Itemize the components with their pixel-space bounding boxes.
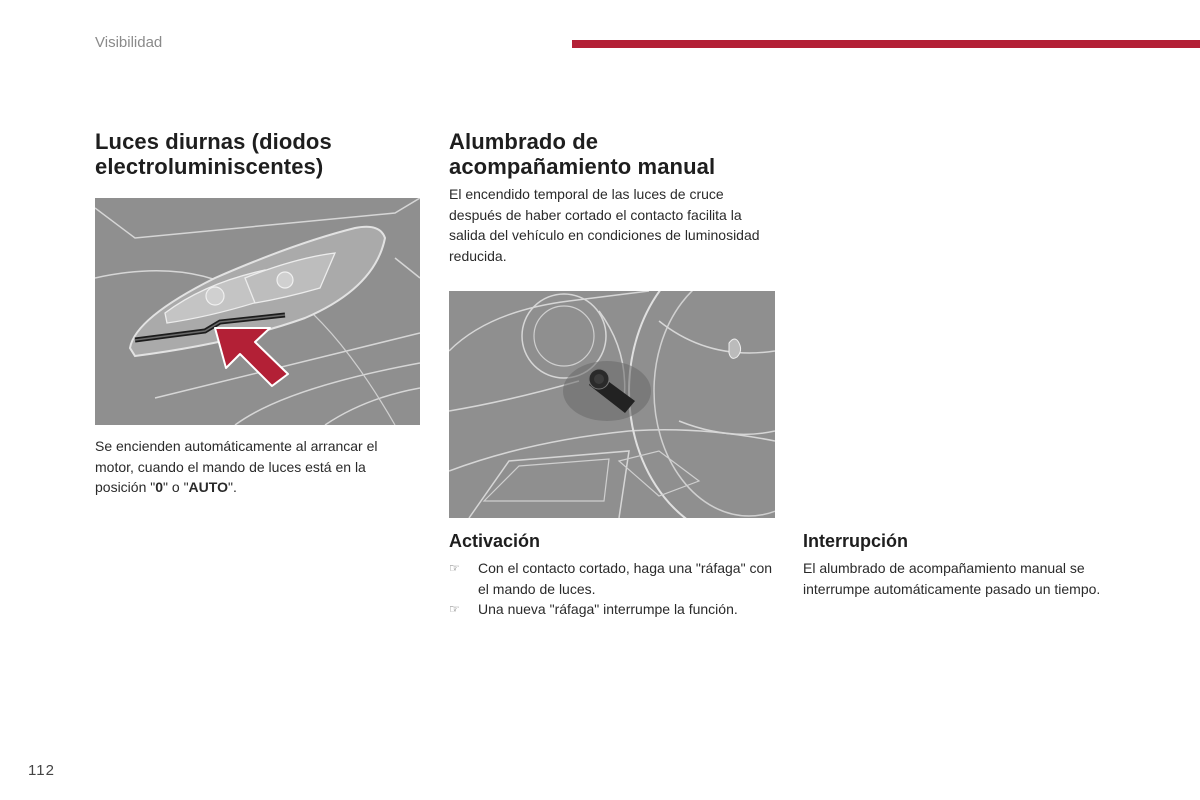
page-number: 112 xyxy=(28,762,55,779)
activation-step-1: Con el contacto cortado, haga una "ráfaga" con el mando de luces. xyxy=(478,560,773,597)
daytime-lights-text-suffix: ". xyxy=(227,479,237,495)
dashboard-illustration xyxy=(449,291,775,518)
activation-title: Activación xyxy=(449,531,541,551)
headlight-illustration xyxy=(95,198,420,425)
daytime-lights-text-prefix: Se encienden automáticamente al arrancar el motor, cuando el mando de luces está en la posición " xyxy=(95,438,378,495)
follow-me-home-title xyxy=(449,129,715,179)
headlight-figure xyxy=(95,198,420,425)
daytime-lights-title xyxy=(95,129,332,179)
position-auto: AUTO xyxy=(188,479,228,495)
daytime-lights-title-line2: electroluminiscentes) xyxy=(95,154,324,179)
list-item xyxy=(449,599,779,620)
follow-me-home-title-line2: acompañamiento manual xyxy=(449,154,716,179)
daytime-lights-text-mid: " o " xyxy=(163,479,189,495)
position-zero: 0 xyxy=(155,479,164,495)
follow-me-home-title-line1: Alumbrado de xyxy=(449,129,599,154)
pointing-hand-icon: ☞ xyxy=(449,561,460,575)
daytime-lights-text xyxy=(95,436,420,498)
header-accent-bar xyxy=(572,40,1200,48)
section-label: Visibilidad xyxy=(95,34,163,51)
daytime-lights-title-line1: Luces diurnas (diodos xyxy=(95,129,332,154)
pointing-hand-icon: ☞ xyxy=(449,602,460,616)
interruption-text: El alumbrado de acompañamiento manual se interrumpe automáticamente pasado un tiempo. xyxy=(803,560,1101,597)
dashboard-figure xyxy=(449,291,775,518)
activation-list xyxy=(449,558,779,620)
interruption-title: Interrupción xyxy=(803,531,909,551)
activation-step-2: Una nueva "ráfaga" interrumpe la función. xyxy=(478,601,738,617)
list-item xyxy=(449,558,779,599)
follow-me-home-intro: El encendido temporal de las luces de cruce después de haber cortado el contacto facilita la salida del vehículo en condiciones de luminosidad reducida. xyxy=(449,186,760,264)
